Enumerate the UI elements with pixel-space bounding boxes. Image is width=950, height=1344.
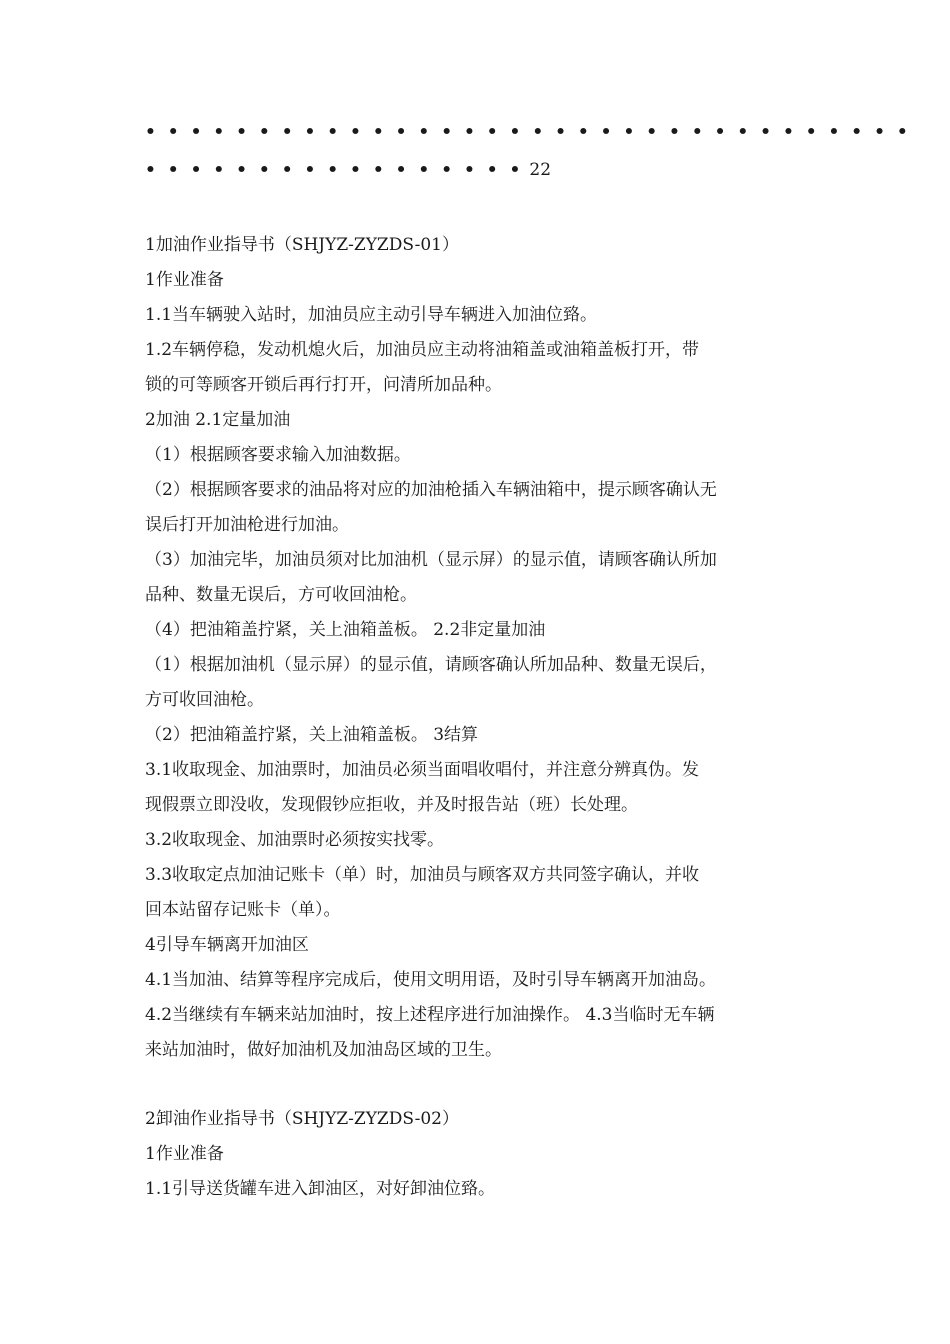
section-1-title: 1加油作业指导书（SHJYZ-ZYZDS-01） [145, 235, 460, 255]
toc-page-number: 22 [529, 160, 552, 180]
text-line: 1.1引导送货罐车进入卸油区，对好卸油位臵。 [145, 1179, 496, 1199]
text-line: 来站加油时，做好加油机及加油岛区域的卫生。 [145, 1040, 502, 1060]
text-line: 4.2当继续有车辆来站加油时，按上述程序进行加油操作。 4.3当临时无车辆 [145, 1005, 715, 1025]
text-line: 3.2收取现金、加油票时必须按实找零。 [145, 830, 445, 850]
text-line: 3.3收取定点加油记账卡（单）时，加油员与顾客双方共同签字确认，并收 [145, 865, 700, 885]
text-line: （4）把油箱盖拧紧，关上油箱盖板。 2.2非定量加油 [145, 620, 546, 640]
text-line: 1作业准备 [145, 1144, 224, 1164]
text-line: 4.1当加油、结算等程序完成后，使用文明用语，及时引导车辆离开加油岛。 [145, 970, 717, 990]
text-line: 1.2车辆停稳，发动机熄火后，加油员应主动将油箱盖或油箱盖板打开，带 [145, 340, 700, 360]
toc-dots-line2: • • • • • • • • • • • • • • • • • [145, 160, 524, 180]
toc-leader-dots-end [145, 160, 805, 180]
text-line: （2）根据顾客要求的油品将对应的加油枪插入车辆油箱中，提示顾客确认无 [145, 480, 717, 500]
toc-dots-line1: • • • • • • • • • • • • • • • • • • • • • • • • • • • • • • • • • • [145, 122, 911, 142]
text-line: 误后打开加油枪进行加油。 [145, 515, 349, 535]
document-body [145, 228, 809, 1207]
text-line: （2）把油箱盖拧紧，关上油箱盖板。 3结算 [145, 725, 479, 745]
text-line: （1）根据加油机（显示屏）的显示值，请顾客确认所加品种、数量无误后， [145, 655, 717, 675]
section-2-title: 2卸油作业指导书（SHJYZ-ZYZDS-02） [145, 1109, 460, 1129]
toc-leader-dots [145, 122, 911, 142]
text-line: 2加油 2.1定量加油 [145, 410, 291, 430]
text-line: 品种、数量无误后，方可收回油枪。 [145, 585, 417, 605]
text-line: 回本站留存记账卡（单）。 [145, 900, 341, 920]
paragraph-spacer [145, 1068, 809, 1102]
text-line: 1.1当车辆驶入站时，加油员应主动引导车辆进入加油位臵。 [145, 305, 598, 325]
text-line: 4引导车辆离开加油区 [145, 935, 309, 955]
text-line: 3.1收取现金、加油票时，加油员必须当面唱收唱付，并注意分辨真伪。发 [145, 760, 700, 780]
text-line: （3）加油完毕，加油员须对比加油机（显示屏）的显示值，请顾客确认所加 [145, 550, 717, 570]
text-line: 1作业准备 [145, 270, 224, 290]
text-line: 锁的可等顾客开锁后再行打开，问清所加品种。 [145, 375, 502, 395]
text-line: （1）根据顾客要求输入加油数据。 [145, 445, 411, 465]
text-line: 现假票立即没收，发现假钞应拒收，并及时报告站（班）长处理。 [145, 795, 638, 815]
text-line: 方可收回油枪。 [145, 690, 264, 710]
